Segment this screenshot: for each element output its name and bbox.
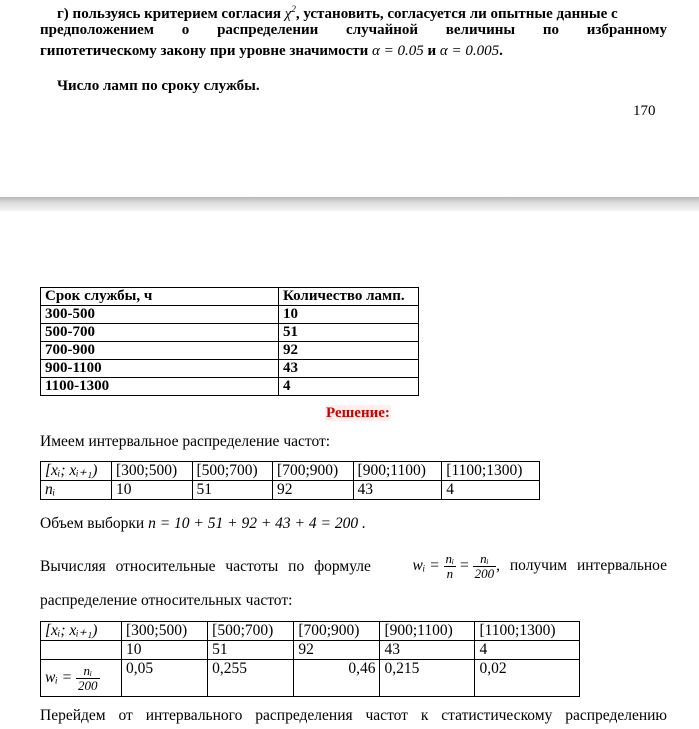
alpha-value-2: α = 0.005: [439, 43, 500, 59]
table-row: [41, 342, 419, 360]
table-cell: 0,02: [475, 660, 580, 697]
table-cell: 500-700: [41, 324, 279, 342]
table-cell: [700;900): [294, 622, 380, 641]
table-cell: 4: [442, 481, 540, 500]
table-cell: 10: [112, 481, 193, 500]
task-line-3: гипотетическому закону при уровне значимости α = 0.05 и α = 0.005.: [40, 43, 503, 59]
count-label: nᵢ: [41, 481, 112, 500]
table-cell: 900-1100: [41, 360, 279, 378]
table-cell: 51: [192, 481, 273, 500]
table-cell: 10: [122, 641, 208, 660]
table-row: [41, 660, 580, 697]
subtitle: Число ламп по сроку службы.: [57, 78, 260, 94]
table-cell: 51: [208, 641, 294, 660]
relative-label: wᵢ = $\frac{\text{nᵢ}}{200}$: [41, 660, 122, 697]
table-cell: [1100;1300): [475, 622, 580, 641]
table-cell: 10: [279, 306, 419, 324]
frequency-table: [40, 461, 540, 500]
lamps-table: [40, 287, 419, 396]
task-line-1-rest: , установить, согласуется ли опытные данные с: [295, 6, 618, 22]
table-cell: [1100;1300): [442, 462, 540, 481]
table-cell: 4: [475, 641, 580, 660]
table-row: [41, 324, 419, 342]
table-cell: 0,215: [380, 660, 475, 697]
table-row: [41, 641, 580, 660]
table-row: [41, 360, 419, 378]
relative-line: Вычисляя относительные частоты по формуле wᵢ = $\frac{\text{nᵢ}}{n}$ = $\frac{\text{nᵢ}}{200}$ , получим интервальное: [40, 551, 667, 581]
table-cell: 0,46: [294, 660, 380, 697]
header-cell: Срок службы, ч: [41, 288, 279, 306]
table-cell: 43: [380, 641, 475, 660]
relative-frequency-table: [40, 621, 580, 697]
final-line: Перейдем от интервального распределения частот к статистическому распределению: [40, 707, 667, 724]
interval-label: [xᵢ; xᵢ₊₁): [41, 622, 122, 641]
table-header-row: [41, 288, 419, 306]
alpha-value-1: α = 0.05: [372, 43, 424, 59]
table-cell: [700;900): [273, 462, 354, 481]
table-cell: [300;500): [112, 462, 193, 481]
table-row: [41, 481, 540, 500]
chi-symbol: $\chi^2$: [284, 4, 296, 22]
intro-text: Имеем интервальное распределение частот:: [40, 433, 331, 450]
table-row: [41, 622, 580, 641]
table-cell: 0,255: [208, 660, 294, 697]
table-cell: 0,05: [122, 660, 208, 697]
solution-heading: Решение:: [326, 405, 390, 421]
table-row: [41, 462, 540, 481]
relative-line-2: распределение относительных частот:: [40, 592, 293, 609]
table-row: [41, 306, 419, 324]
table-cell: 43: [279, 360, 419, 378]
table-cell: 92: [294, 641, 380, 660]
table-cell: [900;1100): [353, 462, 442, 481]
sample-size-formula: n = 10 + 51 + 92 + 43 + 4 = 200 .: [148, 515, 366, 532]
table-cell: [500;700): [208, 622, 294, 641]
table-cell: [900;1100): [380, 622, 475, 641]
empty-cell: [41, 641, 122, 660]
table-cell: 1100-1300: [41, 378, 279, 396]
table-cell: 43: [353, 481, 442, 500]
table-cell: 300-500: [41, 306, 279, 324]
header-cell: Количество ламп.: [279, 288, 419, 306]
task-prefix: г) пользуясь критерием согласия: [57, 6, 281, 22]
page-separator: [0, 197, 699, 211]
sample-size-line: Объем выборки n = 10 + 51 + 92 + 43 + 4 = 200 .: [40, 515, 366, 532]
interval-label: [xᵢ; xᵢ₊₁): [41, 462, 112, 481]
relative-formula: wᵢ = $\frac{\text{nᵢ}}{n}$ = $\frac{\text{nᵢ}}{200}$ , получим интервальное: [412, 551, 667, 581]
table-cell: [300;500): [122, 622, 208, 641]
table-cell: 92: [279, 342, 419, 360]
table-cell: 4: [279, 378, 419, 396]
table-row: [41, 378, 419, 396]
table-cell: 51: [279, 324, 419, 342]
task-line-2: предположением о распределении случайной величины по избранному: [40, 22, 667, 38]
page-number: 170: [633, 103, 656, 119]
table-cell: 92: [273, 481, 354, 500]
table-cell: [500;700): [192, 462, 273, 481]
table-cell: 700-900: [41, 342, 279, 360]
